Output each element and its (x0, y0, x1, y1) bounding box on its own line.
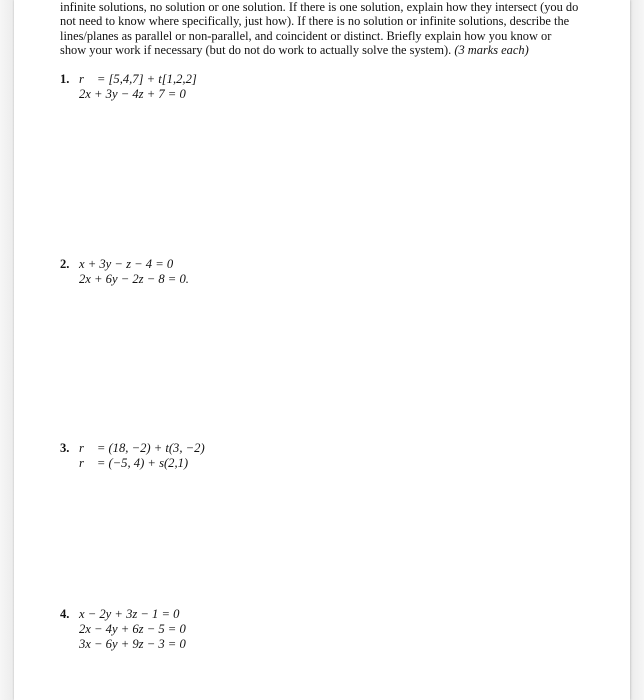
question-4 (60, 607, 186, 652)
equation: r⃗ = (18, −2) + t(3, −2) (79, 441, 205, 455)
instructions-text: infinite solutions, no solution or one solution. If there is one solution, explain how they intersect (you do not need to know where specifically, just how). If there is no solution or infinite solutions, describe the lines/planes as parallel or non-parallel, and coincident or distinct. Briefly explain how you know or show your work if necessary (but do not do work to actually solve the system). (60, 0, 579, 58)
equation: x − 2y + 3z − 1 = 0 (79, 607, 180, 621)
equation: 2x − 4y + 6z − 5 = 0 (79, 622, 186, 636)
equation: 2x + 3y − 4z + 7 = 0 (79, 87, 186, 101)
question-number: 4. (60, 607, 70, 621)
right-margin (630, 0, 644, 700)
question-number: 2. (60, 257, 70, 271)
equation: r⃗ = [5,4,7] + t[1,2,2] (79, 72, 197, 86)
equation: r⃗ = (−5, 4) + s(2,1) (79, 456, 189, 470)
question-3 (60, 441, 205, 471)
question-1 (60, 72, 197, 102)
equation: 2x + 6y − 2z − 8 = 0. (79, 272, 189, 286)
left-margin (0, 0, 14, 700)
document-page (14, 0, 630, 700)
equation: x + 3y − z − 4 = 0 (79, 257, 174, 271)
question-2 (60, 257, 189, 287)
question-number: 3. (60, 441, 70, 455)
question-number: 1. (60, 72, 70, 86)
equation: 3x − 6y + 9z − 3 = 0 (79, 637, 186, 651)
instructions (60, 0, 580, 58)
instructions-paragraph (60, 0, 580, 58)
marks-note: (3 marks each) (454, 43, 529, 58)
